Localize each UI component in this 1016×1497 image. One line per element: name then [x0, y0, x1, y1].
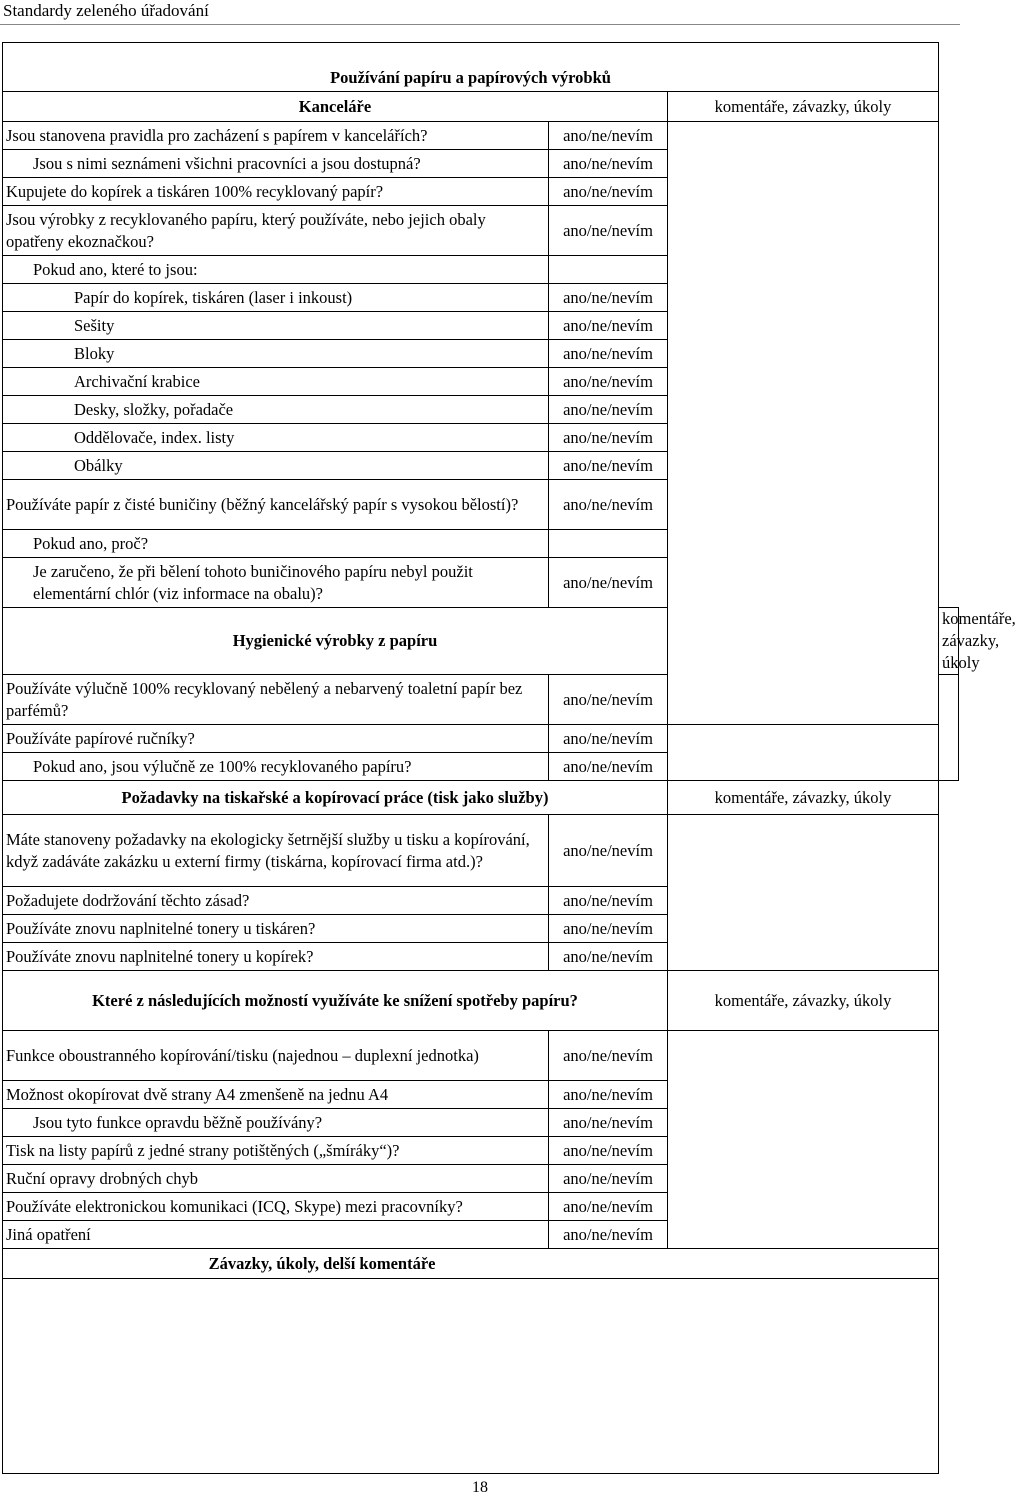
answer-options[interactable]: ano/ne/nevím: [549, 206, 668, 256]
item-text: Obálky: [3, 452, 549, 480]
comment-header: komentáře, závazky, úkoly: [668, 971, 939, 1031]
answer-options[interactable]: ano/ne/nevím: [549, 1109, 668, 1137]
answer-options[interactable]: ano/ne/nevím: [549, 150, 668, 178]
comment-header: komentáře, závazky, úkoly: [668, 781, 939, 815]
answer-options[interactable]: ano/ne/nevím: [549, 312, 668, 340]
answer-options[interactable]: ano/ne/nevím: [549, 122, 668, 150]
item-text: Oddělovače, index. listy: [3, 424, 549, 452]
question-row: [3, 1031, 959, 1081]
question-text: Používáte znovu naplnitelné tonery u kopírek?: [3, 943, 549, 971]
answer-options[interactable]: ano/ne/nevím: [549, 424, 668, 452]
comment-cell[interactable]: [668, 122, 939, 725]
answer-options[interactable]: ano/ne/nevím: [549, 887, 668, 915]
item-text: Sešity: [3, 312, 549, 340]
answer-options[interactable]: ano/ne/nevím: [549, 675, 668, 725]
running-header: Standardy zeleného úřadování: [3, 1, 209, 20]
question-text: Používáte papírové ručníky?: [3, 725, 549, 753]
question-text: Používáte výlučně 100% recyklovaný nebělený a nebarvený toaletní papír bez parfémů?: [3, 675, 549, 725]
question-text: Ruční opravy drobných chyb: [3, 1165, 549, 1193]
question-text: Kupujete do kopírek a tiskáren 100% recyklovaný papír?: [3, 178, 549, 206]
empty-answer-cell: [549, 530, 668, 558]
answer-options[interactable]: ano/ne/nevím: [549, 178, 668, 206]
question-text: Máte stanoveny požadavky na ekologicky šetrnější služby u tisku a kopírování, když zadáváte zakázku u externí firmy (tiskárna, kopírovací firma atd.)?: [3, 815, 549, 887]
comment-header: komentáře, závazky, úkoly: [668, 92, 939, 122]
section-header-row: [3, 1249, 959, 1279]
section-heading-hygiene: Hygienické výrobky z papíru: [3, 608, 668, 675]
question-row: [3, 122, 959, 150]
comment-header: komentáře, závazky, úkoly: [939, 608, 959, 675]
answer-options[interactable]: ano/ne/nevím: [549, 943, 668, 971]
answer-options[interactable]: ano/ne/nevím: [549, 284, 668, 312]
answer-options[interactable]: ano/ne/nevím: [549, 753, 668, 781]
question-text: Je zaručeno, že při bělení tohoto buničinového papíru nebyl použit elementární chlór (viz informace na obalu)?: [3, 558, 549, 608]
answer-options[interactable]: ano/ne/nevím: [549, 558, 668, 608]
question-text: Možnost okopírovat dvě strany A4 zmenšeně na jednu A4: [3, 1081, 549, 1109]
comment-cell[interactable]: [939, 675, 959, 781]
header-rule: [0, 24, 960, 25]
section-header-row: [3, 92, 959, 122]
answer-options[interactable]: ano/ne/nevím: [549, 396, 668, 424]
answer-options[interactable]: ano/ne/nevím: [549, 1165, 668, 1193]
question-text: Jsou stanovena pravidla pro zacházení s papírem v kancelářích?: [3, 122, 549, 150]
section-heading-printing: Požadavky na tiskařské a kopírovací práce (tisk jako služby): [3, 781, 668, 815]
answer-options[interactable]: ano/ne/nevím: [549, 452, 668, 480]
answer-options[interactable]: ano/ne/nevím: [549, 815, 668, 887]
answer-options[interactable]: ano/ne/nevím: [549, 1221, 668, 1249]
question-text: Používáte papír z čisté buničiny (běžný kancelářský papír s vysokou bělostí)?: [3, 480, 549, 530]
item-text: Desky, složky, pořadače: [3, 396, 549, 424]
question-text: Pokud ano, jsou výlučně ze 100% recyklovaného papíru?: [3, 753, 549, 781]
answer-options[interactable]: ano/ne/nevím: [549, 915, 668, 943]
answer-options[interactable]: ano/ne/nevím: [549, 1137, 668, 1165]
question-text: Používáte elektronickou komunikaci (ICQ, Skype) mezi pracovníky?: [3, 1193, 549, 1221]
question-text: Jiná opatření: [3, 1221, 549, 1249]
comment-cell[interactable]: [668, 815, 939, 971]
section-heading-final: Závazky, úkoly, delší komentáře: [3, 1249, 939, 1279]
title-row: [3, 43, 959, 92]
question-row: [3, 753, 959, 781]
question-text: Jsou výrobky z recyklovaného papíru, který používáte, nebo jejich obaly opatřeny ekoznačkou?: [3, 206, 549, 256]
answer-options[interactable]: ano/ne/nevím: [549, 1081, 668, 1109]
long-comment-area[interactable]: [3, 1279, 939, 1474]
section-header-row: [3, 781, 959, 815]
empty-answer-cell: [549, 256, 668, 284]
page-number: 18: [472, 1479, 488, 1496]
question-text: Jsou tyto funkce opravdu běžně používány?: [3, 1109, 549, 1137]
item-text: Papír do kopírek, tiskáren (laser i inkoust): [3, 284, 549, 312]
answer-options[interactable]: ano/ne/nevím: [549, 340, 668, 368]
questionnaire-table: [2, 42, 1016, 1474]
answer-options[interactable]: ano/ne/nevím: [549, 725, 668, 753]
answer-options[interactable]: ano/ne/nevím: [549, 1031, 668, 1081]
answer-options[interactable]: ano/ne/nevím: [549, 480, 668, 530]
section-heading-reduction: Které z následujících možností využíváte ke snížení spotřeby papíru?: [3, 971, 668, 1031]
answer-options[interactable]: ano/ne/nevím: [549, 1193, 668, 1221]
question-text: Jsou s nimi seznámeni všichni pracovníci a jsou dostupná?: [3, 150, 549, 178]
question-text: Pokud ano, které to jsou:: [3, 256, 549, 284]
question-text: Funkce oboustranného kopírování/tisku (najednou – duplexní jednotka): [3, 1031, 549, 1081]
question-text: Pokud ano, proč?: [3, 530, 549, 558]
page-title: Používání papíru a papírových výrobků: [3, 43, 939, 92]
comment-cell[interactable]: [668, 1031, 939, 1249]
long-comment-row: [3, 1279, 959, 1474]
question-text: Používáte znovu naplnitelné tonery u tiskáren?: [3, 915, 549, 943]
answer-options[interactable]: ano/ne/nevím: [549, 368, 668, 396]
section-heading-offices: Kanceláře: [3, 92, 668, 122]
section-header-row: [3, 971, 959, 1031]
question-text: Tisk na listy papírů z jedné strany potištěných („šmíráky“)?: [3, 1137, 549, 1165]
item-text: Bloky: [3, 340, 549, 368]
question-row: [3, 725, 959, 753]
question-row: [3, 815, 959, 887]
item-text: Archivační krabice: [3, 368, 549, 396]
question-text: Požadujete dodržování těchto zásad?: [3, 887, 549, 915]
